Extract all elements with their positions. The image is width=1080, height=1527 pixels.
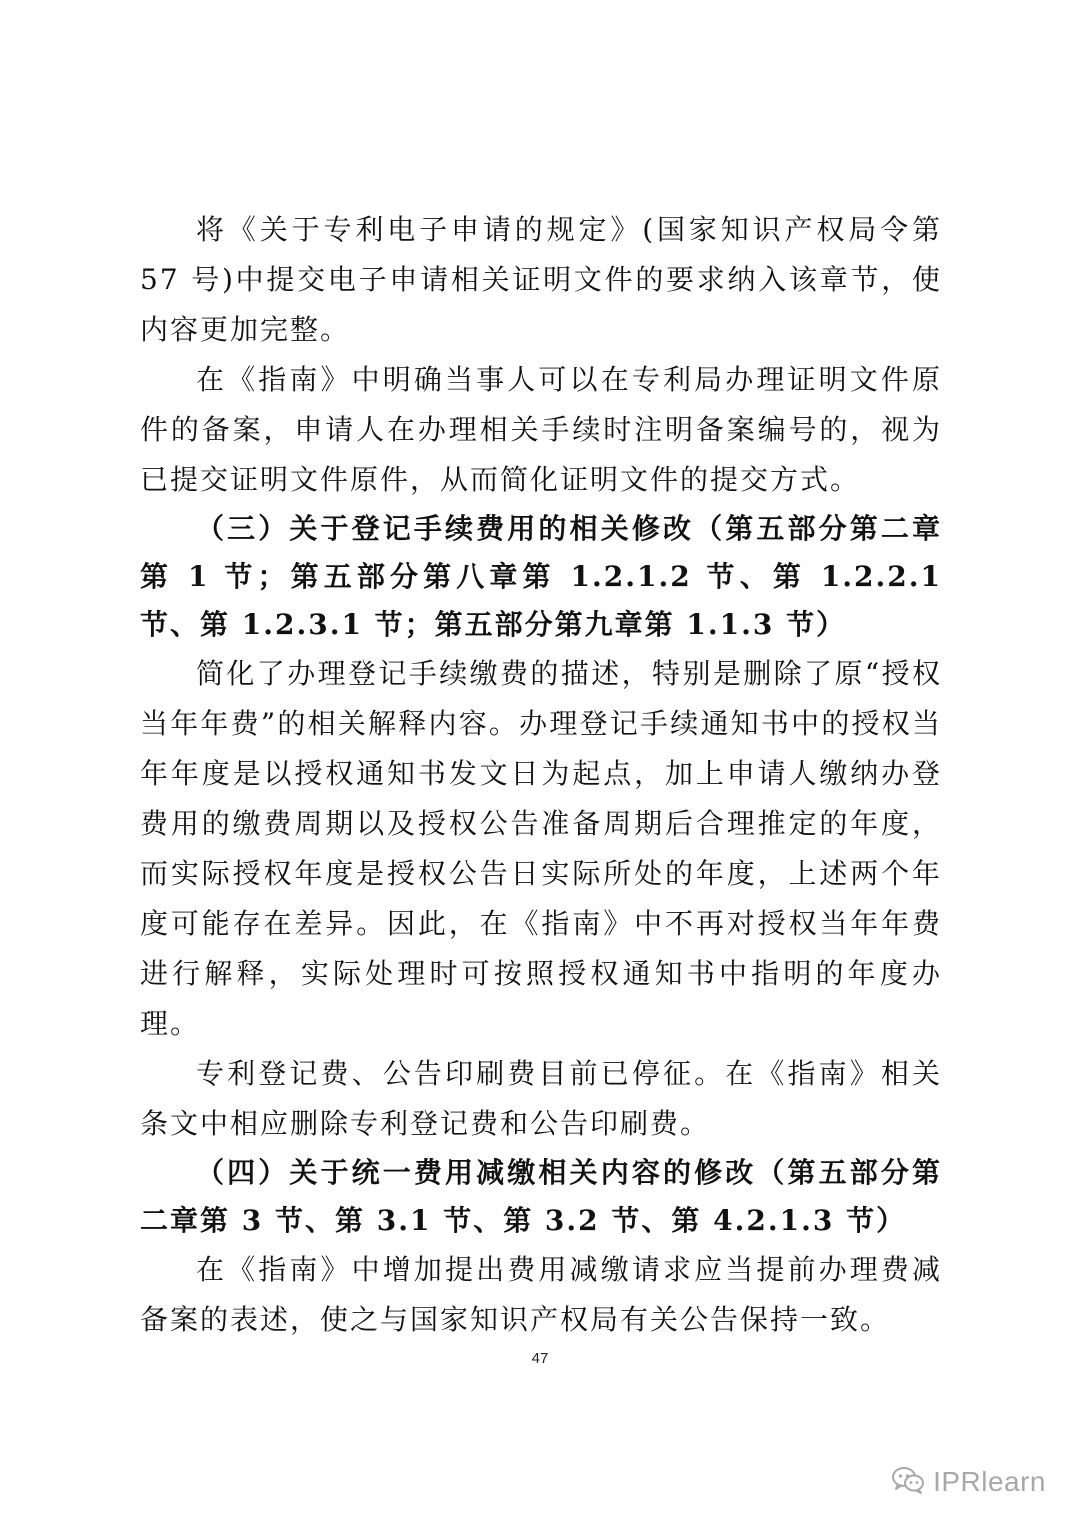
page-number: 47 [531, 1350, 549, 1367]
wechat-icon [891, 1465, 925, 1499]
body-paragraph: 在《指南》中增加提出费用减缴请求应当提前办理费减备案的表述，使之与国家知识产权局有关公告保持一致。 [140, 1253, 942, 1336]
document-body [140, 205, 942, 1345]
body-paragraph: 在《指南》中明确当事人可以在专利局办理证明文件原件的备案，申请人在办理相关手续时注明备案编号的，视为已提交证明文件原件，从而简化证明文件的提交方式。 [140, 363, 942, 496]
watermark-text: IPRlearn [933, 1466, 1046, 1497]
section-heading: （四）关于统一费用减缴相关内容的修改（第五部分第二章第 3 节、第 3.1 节、第 3.2 节、第 4.2.1.3 节） [140, 1156, 942, 1237]
section-heading: （三）关于登记手续费用的相关修改（第五部分第二章第 1 节；第五部分第八章第 1.2.1.2 节、第 1.2.2.1 节、第 1.2.3.1 节；第五部分第九章第 1.1.3 节） [140, 512, 942, 641]
body-paragraph: 专利登记费、公告印刷费目前已停征。在《指南》相关条文中相应删除专利登记费和公告印刷费。 [140, 1057, 942, 1140]
watermark [891, 1465, 1046, 1499]
body-paragraph: 将《关于专利电子申请的规定》(国家知识产权局令第 57 号)中提交电子申请相关证明文件的要求纳入该章节，使内容更加完整。 [140, 213, 942, 346]
body-paragraph: 简化了办理登记手续缴费的描述，特别是删除了原“授权当年年费”的相关解释内容。办理登记手续通知书中的授权当年年度是以授权通知书发文日为起点，加上申请人缴纳办登费用的缴费周期以及授权公告准备周期后合理推定的年度，而实际授权年度是授权公告日实际所处的年度，上述两个年度可能存在差异。因此，在《指南》中不再对授权当年年费进行解释，实际处理时可按照授权通知书中指明的年度办理。 [140, 657, 942, 1040]
